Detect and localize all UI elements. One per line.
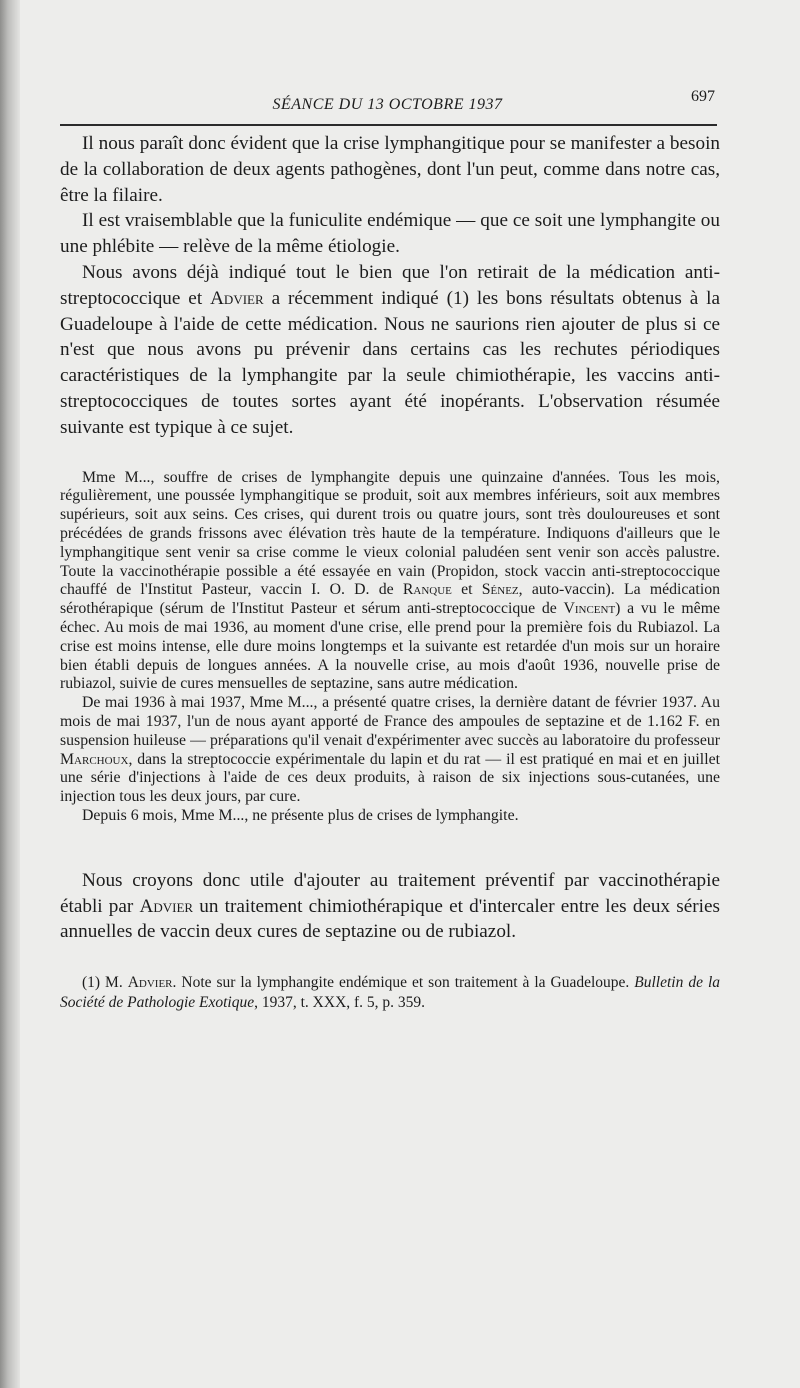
author-name: Advier	[210, 287, 264, 309]
author-name: Vincent	[563, 600, 616, 618]
paragraph-2: Il est vraisemblable que la funiculite endémique — que ce soit une lymphangite ou une phlébite — relève de la même étiologie.	[60, 210, 720, 258]
observation-paragraph-1	[60, 469, 720, 695]
observation-paragraph-3: Depuis 6 mois, Mme M..., ne présente plus de crises de lymphangite.	[82, 806, 519, 824]
footnote-text-a: . Note sur la lymphangite endémique et son traitement à la Guadeloupe.	[172, 974, 635, 992]
footnote-author: Advier	[127, 974, 173, 992]
page-number: 697	[691, 88, 715, 105]
header-rule	[60, 124, 717, 126]
page-header	[60, 88, 715, 118]
paragraph-1: Il nous paraît donc évident que la crise lymphangitique pour se manifester a besoin de la collaboration de deux agents pathogènes, dont l'un peut, comme dans notre cas, être la filaire.	[60, 133, 720, 206]
footnote-journal: Bulletin de la Société de Pathologie Exotique	[60, 974, 720, 1012]
observation-text-b: et	[451, 581, 482, 599]
conclusion-paragraph	[60, 868, 720, 945]
observation-text-c: , auto-vaccin). La médication sérothérapique (sérum de l'Institut Pasteur et sérum anti-streptococcique de	[60, 581, 721, 618]
observation-2-text-a: De mai 1936 à mai 1937, Mme M..., a présenté quatre crises, la dernière datant de février 1937. Au mois de mai 1937, l'un de nous ayant apporté de France des ampoules de septazine et de 1.162 F. en suspension huileuse — préparations qu'il venait d'expérimenter avec succès au laboratoire du professeur	[60, 694, 720, 749]
conclusion-text-b: un traitement chimiothérapique et d'intercaler entre les deux séries annuelles de vaccin deux cures de septazine ou de rubiazol.	[60, 895, 720, 943]
page-gutter-shadow	[0, 0, 20, 1388]
paragraph-3-text-a: Nous avons déjà indiqué tout le bien que l'on retirait de la médication anti-streptococcique et	[60, 261, 720, 309]
observation-text-d: ) a vu le même échec. Au mois de mai 1936, au moment d'une crise, elle prend pour la première fois du Rubiazol. La crise est moins intense, elle dure moins longtemps et la suivante est retardée d'un mois sur un horaire bien établi depuis de longues années. A la nouvelle crise, au mois d'août 1936, nouvelle prise de rubiazol, suivie de cures mensuelles de septazine, sans autre médication.	[60, 600, 720, 693]
footnote-text-b: , 1937, t. XXX, f. 5, p. 359.	[254, 994, 426, 1012]
spacer	[60, 826, 720, 868]
paragraph-3	[60, 260, 720, 441]
author-name: Marchoux	[60, 750, 129, 768]
spacer	[60, 945, 720, 973]
running-head: SÉANCE DU 13 OCTOBRE 1937	[272, 96, 503, 113]
spacer	[60, 441, 720, 469]
conclusion-text-a: Nous croyons donc utile d'ajouter au traitement préventif par vaccinothérapie établi par	[60, 869, 720, 917]
paragraph-3-text-b: a récemment indiqué (1) les bons résultats obtenus à la Guadeloupe à l'aide de cette médication. Nous ne saurions rien ajouter de plus si ce n'est que nous avons pu prévenir dans certains cas les rechutes périodiques caractéristiques de la lymphangite par la seule chimiothérapie, les vaccins anti-streptococciques de toutes sortes ayant été inopérants. L'observation résumée suivante est typique à ce sujet.	[60, 287, 721, 438]
footnote	[60, 973, 720, 1013]
observation-2-text-b: , dans la streptococcie expérimentale du lapin et du rat — il est pratiqué en mai et en juillet une série d'injections à l'aide de ces deux produits, à raison de six injections sous-cutanées, une injection tous les deux jours, par cure.	[60, 750, 720, 806]
author-name: Advier	[139, 895, 194, 917]
author-name: Ranque	[402, 581, 452, 599]
author-name: Sénez	[481, 581, 519, 599]
page-body	[60, 131, 720, 1013]
observation-paragraph-2	[60, 694, 720, 807]
footnote-marker: (1) M.	[82, 974, 128, 992]
observation-text-a: Mme M..., souffre de crises de lymphangite depuis une quinzaine d'années. Tous les mois, régulièrement, une poussée lymphangitique se produit, soit aux membres inférieurs, soit aux membres supérieurs, soit aux seins. Ces crises, qui durent trois ou quatre jours, sont très douloureuses et sont précédées de grands frissons avec élévation très haute de la température. Indiquons d'ailleurs que le lymphangitique sent venir sa crise comme le vieux colonial paludéen sent venir son accès palustre. Toute la vaccinothérapie possible a été essayée en vain (Propidon, stock vaccin anti-streptococcique chauffé de l'Institut Pasteur, vaccin I. O. D. de	[60, 468, 720, 599]
